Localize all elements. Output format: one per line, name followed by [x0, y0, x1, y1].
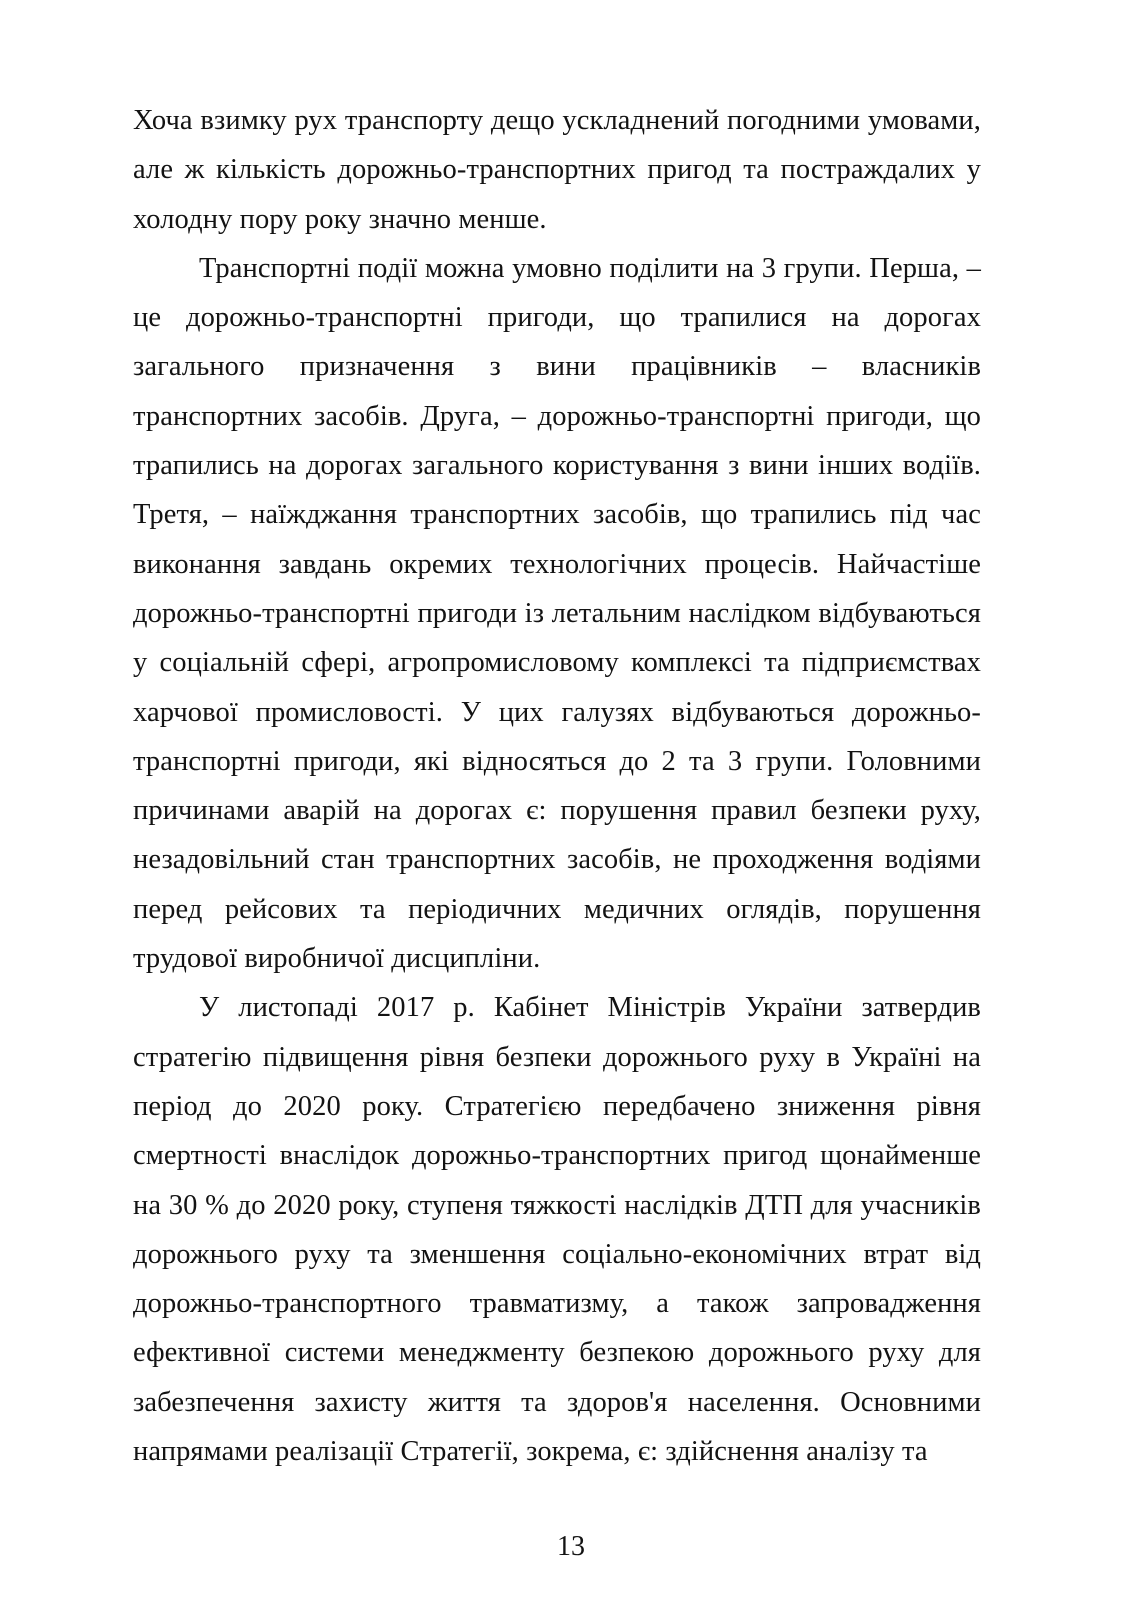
paragraph-3: У листопаді 2017 р. Кабінет Міністрів України затвердив стратегію підвищення рівня безпеки дорожнього руху в Україні на період до 2020 року. Стратегією передбачено зниження рівня смертності внаслідок дорожньо-транспортних пригод щонайменше на 30 % до 2020 року, ступеня тяжкості наслідків ДТП для учасників дорожнього руху та зменшення соціально-економічних втрат від дорожньо-транспортного травматизму, а також запровадження ефективної системи менеджменту безпекою дорожнього руху для забезпечення захисту життя та здоров'я населення. Основними напрямами реалізації Стратегії, зокрема, є: здійснення аналізу та — [133, 992, 981, 1468]
paragraph-2: Транспортні події можна умовно поділити на 3 групи. Перша, – це дорожньо-транспортні пригоди, що трапилися на дорогах загального призначення з вини працівників – власників транспортних засобів. Друга, – дорожньо-транспортні пригоди, що трапились на дорогах загального користування з вини інших водіїв. Третя, – наїжджання транспортних засобів, що трапились під час виконання завдань окремих технологічних процесів. Найчастіше дорожньо-транспортні пригоди із летальним наслідком відбуваються у соціальній сфері, агропромисловому комплексі та підприємствах харчової промисловості. У цих галузях відбуваються дорожньо-транспортні пригоди, які відносяться до 2 та 3 групи. Головними причинами аварій на дорогах є: порушення правил безпеки руху, незадовільний стан транспортних засобів, не проходження водіями перед рейсових та періодичних медичних оглядів, порушення трудової виробничої дисципліни. — [133, 252, 981, 975]
page-body-text — [133, 96, 981, 1476]
paragraph-1: Хоча взимку рух транспорту дещо ускладнений погодними умовами, але ж кількість дорожньо-транспортних пригод та постраждалих у холодну пору року значно менше. — [133, 105, 981, 235]
page-number: 13 — [557, 1531, 585, 1562]
